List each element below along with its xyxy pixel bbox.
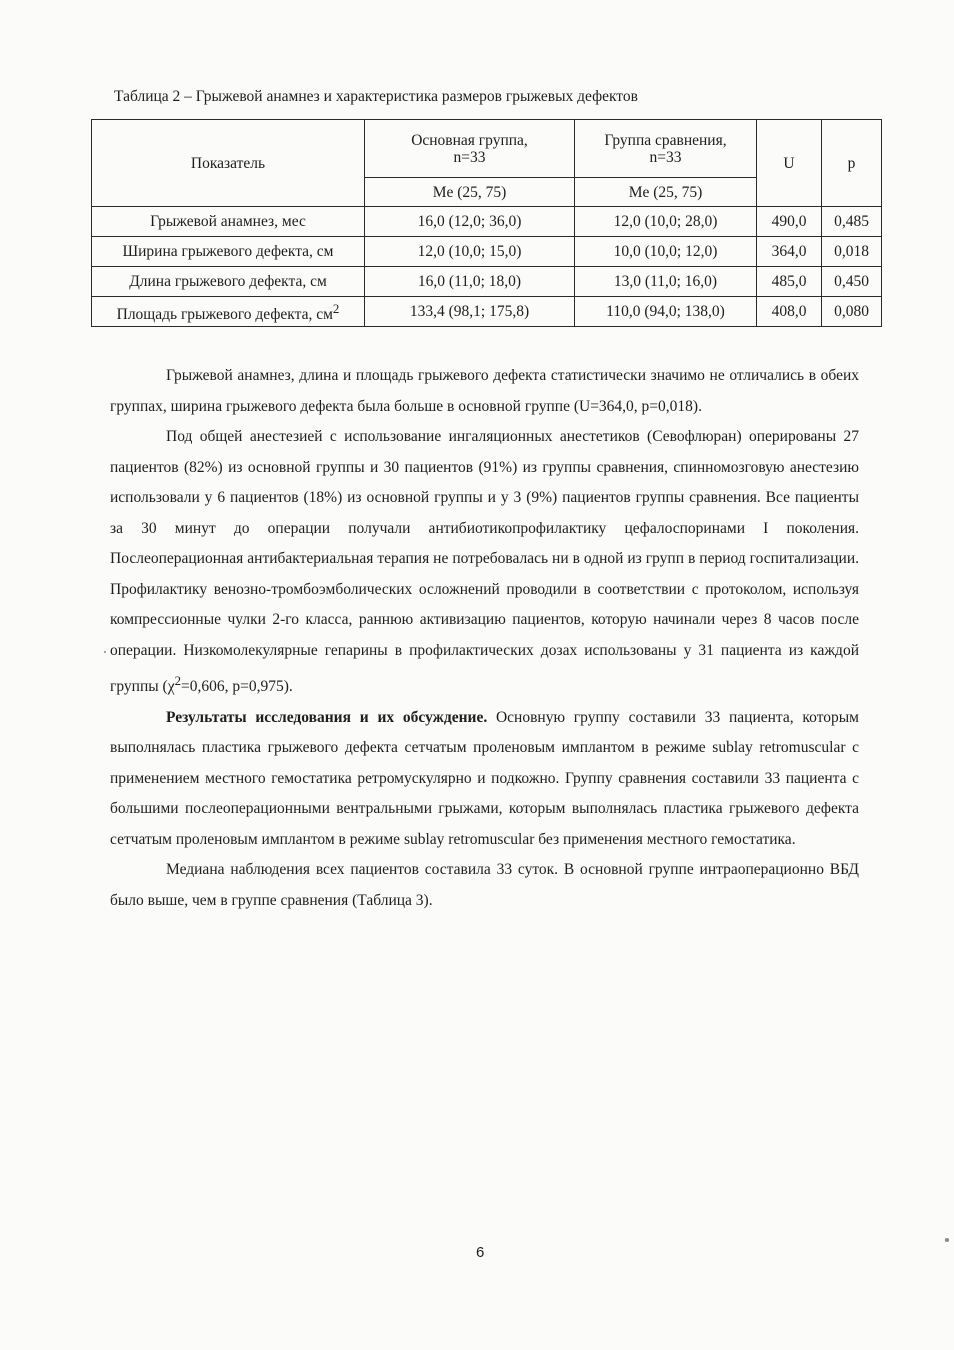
table-caption: Таблица 2 – Грыжевой анамнез и характеристика размеров грыжевых дефектов — [114, 88, 638, 105]
paragraph-3 — [110, 703, 859, 856]
cell-main: 16,0 (12,0; 36,0) — [365, 207, 575, 237]
scan-speck — [945, 1238, 949, 1242]
header-main-group-n: n=33 — [453, 148, 486, 166]
cell-indicator-text: Площадь грыжевого дефекта, см — [116, 306, 333, 324]
cell-compare: 13,0 (11,0; 16,0) — [575, 267, 757, 297]
header-indicator: Показатель — [92, 120, 365, 207]
cell-p: 0,080 — [822, 297, 882, 327]
cell-p: 0,018 — [822, 237, 882, 267]
table-row — [92, 267, 882, 297]
subheader-me-compare: Me (25, 75) — [575, 178, 757, 207]
table-row — [92, 207, 882, 237]
cell-compare: 10,0 (10,0; 12,0) — [575, 237, 757, 267]
table-row — [92, 237, 882, 267]
cell-u: 364,0 — [757, 237, 822, 267]
cell-main: 16,0 (11,0; 18,0) — [365, 267, 575, 297]
table-header-row — [92, 120, 882, 178]
superscript: 2 — [332, 300, 340, 316]
paragraph-3-text: Основную группу составили 33 пациента, которым выполнялась пластика грыжевого дефекта сетчатым проленовым имплантом в режиме sublay retromuscular с применением местного гемостатика ретромускулярно и подкожно. Группу сравнения составили 33 пациента с большими послеоперационными вентральными грыжами, которым выполнялась пластика грыжевого дефекта сетчатым проленовым имплантом в режиме sublay retromuscular без применения местного гемостатика. — [110, 708, 859, 848]
page-number: 6 — [476, 1244, 485, 1261]
results-heading: Результаты исследования и их обсуждение. — [166, 708, 488, 726]
header-main-group — [365, 120, 575, 178]
superscript: 2 — [174, 673, 182, 688]
cell-u: 408,0 — [757, 297, 822, 327]
cell-indicator — [92, 297, 365, 327]
paragraph-1: Грыжевой анамнез, длина и площадь грыжевого дефекта статистически значимо не отличались в обеих группах, ширина грыжевого дефекта была больше в основной группе (U=364,0, p=0,018). — [110, 367, 859, 415]
data-table — [91, 119, 882, 327]
cell-u: 490,0 — [757, 207, 822, 237]
cell-compare: 12,0 (10,0; 28,0) — [575, 207, 757, 237]
table-row — [92, 297, 882, 327]
header-main-group-label: Основная группа, — [411, 131, 528, 149]
header-compare-group-n: n=33 — [649, 148, 682, 166]
body-text — [110, 361, 859, 916]
cell-u: 485,0 — [757, 267, 822, 297]
cell-indicator: Длина грыжевого дефекта, см — [92, 267, 365, 297]
paragraph-2-text: Под общей анестезией с использование ингаляционных анестетиков (Севофлюран) оперированы 27 пациентов (82%) из основной группы и 30 пациентов (91%) из группы сравнения, спинномозговую анестезию использовали у 6 пациентов (18%) из основной группы и у 3 (9%) пациентов группы сравнения. Все пациенты за 30 минут до операции получали антибиотикопрофилактику цефалоспоринами I поколения. Послеоперационная антибактериальная терапия не потребовалась ни в одной из групп в период госпитализации. Профилактику венозно-тромбоэмболических осложнений проводили в соответствии с протоколом, используя компрессионные чулки 2-го класса, раннюю активизацию пациентов, которую начинали через 8 часов после операции. Низкомолекулярные гепарины в профилактических дозах использованы у 31 пациента из каждой группы (χ — [110, 428, 859, 696]
cell-indicator: Ширина грыжевого дефекта, см — [92, 237, 365, 267]
cell-compare: 110,0 (94,0; 138,0) — [575, 297, 757, 327]
cell-main: 133,4 (98,1; 175,8) — [365, 297, 575, 327]
paragraph-2-end: =0,606, p=0,975). — [181, 678, 293, 696]
paragraph-2 — [110, 422, 859, 703]
cell-indicator: Грыжевой анамнез, мес — [92, 207, 365, 237]
header-compare-group — [575, 120, 757, 178]
cell-p: 0,485 — [822, 207, 882, 237]
cell-p: 0,450 — [822, 267, 882, 297]
header-p: p — [822, 120, 882, 207]
subheader-me-main: Me (25, 75) — [365, 178, 575, 207]
header-u: U — [757, 120, 822, 207]
paragraph-4: Медиана наблюдения всех пациентов составила 33 суток. В основной группе интраоперационно ВБД было выше, чем в группе сравнения (Таблица 3). — [110, 861, 859, 909]
header-compare-group-label: Группа сравнения, — [604, 131, 727, 149]
scan-speck — [104, 651, 106, 653]
cell-main: 12,0 (10,0; 15,0) — [365, 237, 575, 267]
